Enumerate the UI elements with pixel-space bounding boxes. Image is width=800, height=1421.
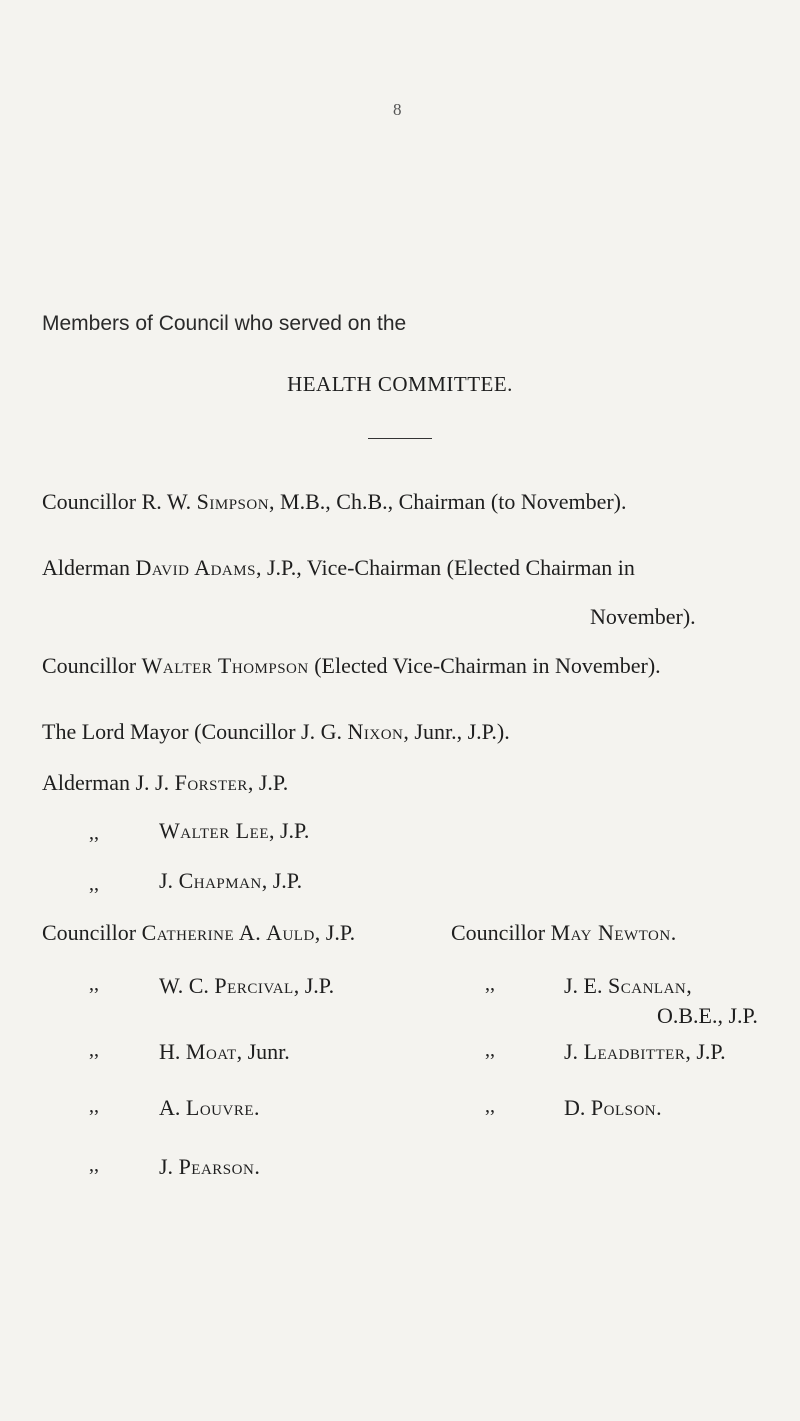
member-suffix: , J.P. xyxy=(314,920,356,945)
member-scanlan-continuation: O.B.E., J.P. xyxy=(657,1003,758,1028)
member-suffix: , J.P. xyxy=(293,973,335,998)
member-suffix: , Junr. xyxy=(236,1039,290,1064)
member-adams xyxy=(42,555,635,581)
member-prefix: J. xyxy=(159,1154,179,1179)
member-pearson xyxy=(159,1154,260,1180)
member-prefix: Alderman J. J. xyxy=(42,770,175,795)
member-suffix: , J.P. xyxy=(268,818,310,843)
member-newton xyxy=(451,920,676,946)
member-suffix: . xyxy=(254,1154,260,1179)
member-suffix: . xyxy=(254,1095,260,1120)
ditto-mark: ,, xyxy=(89,973,99,995)
ditto-mark: ,, xyxy=(485,1095,495,1117)
member-simpson xyxy=(42,489,627,515)
member-prefix: Councillor xyxy=(42,920,142,945)
member-percival xyxy=(159,973,334,999)
member-auld xyxy=(42,920,355,946)
member-prefix: D. xyxy=(564,1095,591,1120)
member-thompson xyxy=(42,653,661,679)
ditto-mark: ,, xyxy=(89,873,99,895)
member-suffix: . xyxy=(670,920,677,945)
member-scanlan xyxy=(564,973,692,999)
ditto-mark: ,, xyxy=(89,1154,99,1176)
member-name: Percival xyxy=(214,973,294,998)
member-name: Polson xyxy=(590,1095,657,1120)
member-polson xyxy=(564,1095,662,1121)
member-suffix: , J.P., Vice-Chairman (Elected Chairman in xyxy=(255,555,635,580)
member-prefix: The Lord Mayor (Councillor J. G. xyxy=(42,719,348,744)
member-name: Catherine A. Auld xyxy=(141,920,315,945)
member-suffix: , J.P. xyxy=(685,1039,726,1064)
member-name: May Newton xyxy=(550,920,671,945)
member-suffix: , Junr., J.P.). xyxy=(403,719,510,744)
member-name: Scanlan xyxy=(608,973,687,998)
member-prefix: J. E. xyxy=(564,973,608,998)
member-suffix: . xyxy=(656,1095,662,1120)
member-name: Pearson xyxy=(178,1154,255,1179)
ditto-mark: ,, xyxy=(89,822,99,844)
member-prefix: H. xyxy=(159,1039,186,1064)
member-name: Walter Lee xyxy=(159,818,269,843)
member-louvre xyxy=(159,1095,260,1121)
member-name: Chapman xyxy=(178,868,262,893)
member-name: Louvre xyxy=(185,1095,254,1120)
member-nixon xyxy=(42,719,510,745)
member-name: David Adams xyxy=(135,555,256,580)
member-suffix: , xyxy=(686,973,692,998)
member-name: Forster xyxy=(174,770,248,795)
member-name: Simpson xyxy=(196,489,270,514)
member-prefix: A. xyxy=(159,1095,186,1120)
member-chapman xyxy=(159,868,302,894)
ditto-mark: ,, xyxy=(485,973,495,995)
member-moat xyxy=(159,1039,290,1065)
member-prefix: Councillor R. W. xyxy=(42,489,197,514)
page-number: 8 xyxy=(393,100,402,119)
member-prefix: Alderman xyxy=(42,555,136,580)
member-prefix: Councillor xyxy=(451,920,551,945)
member-name: Nixon xyxy=(347,719,404,744)
member-forster xyxy=(42,770,288,796)
member-adams-continuation: November). xyxy=(590,604,696,629)
member-prefix: Councillor xyxy=(42,653,142,678)
member-suffix: (Elected Vice-Chairman in November). xyxy=(308,653,661,678)
member-lee xyxy=(159,818,309,844)
ditto-mark: ,, xyxy=(89,1039,99,1061)
member-prefix: J. xyxy=(159,868,179,893)
page-heading: HEALTH COMMITTEE. xyxy=(287,372,513,396)
member-prefix: W. C. xyxy=(159,973,215,998)
divider-rule xyxy=(368,438,432,439)
member-prefix: J. xyxy=(564,1039,584,1064)
ditto-mark: ,, xyxy=(89,1095,99,1117)
member-leadbitter xyxy=(564,1039,726,1065)
intro-text: Members of Council who served on the xyxy=(42,312,407,335)
member-suffix: , J.P. xyxy=(261,868,303,893)
member-name: Moat xyxy=(185,1039,237,1064)
member-name: Leadbitter xyxy=(583,1039,686,1064)
member-suffix: , M.B., Ch.B., Chairman (to November). xyxy=(269,489,627,514)
ditto-mark: ,, xyxy=(485,1039,495,1061)
member-name: Walter Thompson xyxy=(141,653,309,678)
member-suffix: , J.P. xyxy=(247,770,289,795)
